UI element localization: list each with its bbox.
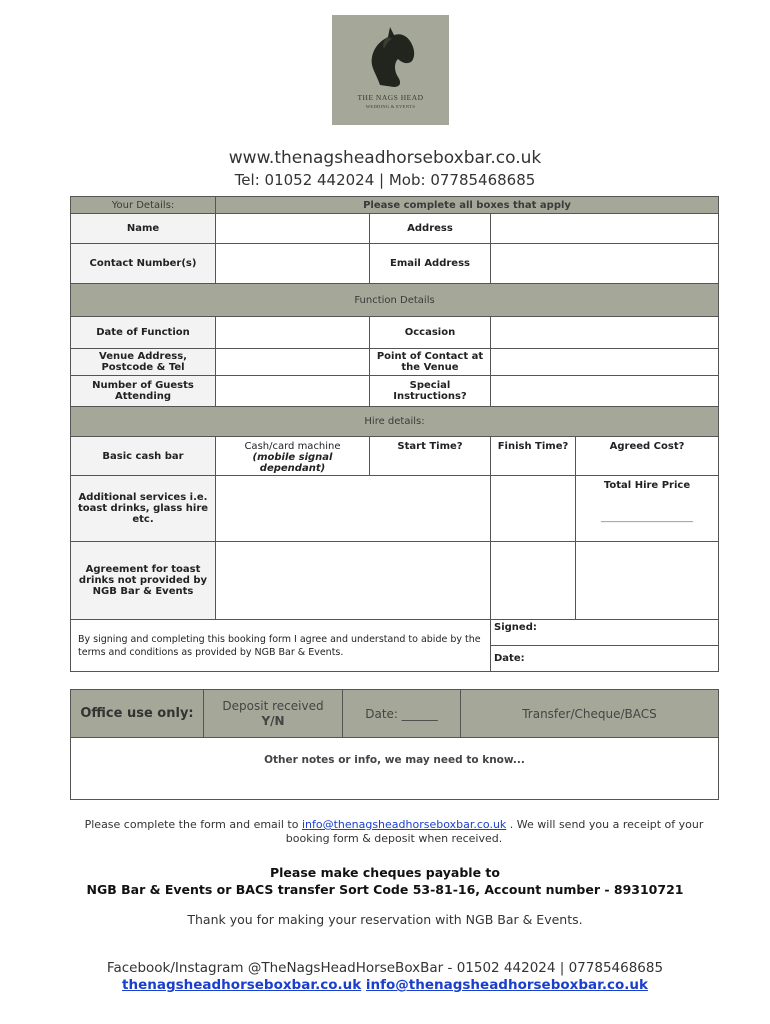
total-hire-price-label: Total Hire Price [603,480,691,491]
special-instructions-label: Special Instructions? [370,376,491,407]
other-notes-field[interactable]: Other notes or info, we may need to know... [71,738,719,800]
cheques-info [0,864,770,898]
agreement-cost-field[interactable] [576,542,719,620]
submit-instructions-pre: Please complete the form and email to [84,818,299,831]
logo-title: THE NAGS HEAD [357,93,424,102]
phone-text: Tel: 01052 442024 | Mob: 07785468685 [234,171,536,189]
email-link[interactable]: info@thenagsheadhorseboxbar.co.uk [301,818,507,831]
date-field[interactable]: Date: [491,646,719,672]
deposit-received-label: Deposit received [222,698,324,713]
basic-cash-bar-label: Basic cash bar [71,437,216,476]
function-details-header: Function Details [71,284,719,317]
please-complete-note: Please complete all boxes that apply [216,197,719,214]
office-use-table [70,689,719,800]
venue-address-label: Venue Address, Postcode & Tel [71,349,216,376]
logo-subtitle: WEDDING & EVENTS [365,104,416,109]
guests-label: Number of Guests Attending [71,376,216,407]
deposit-yn: Y/N [261,713,285,728]
start-time-label[interactable]: Start Time? [370,437,491,476]
finish-time-label[interactable]: Finish Time? [491,437,576,476]
guests-field[interactable] [216,376,370,407]
website-link[interactable]: thenagsheadhorseboxbar.co.uk [122,977,362,993]
agreement-label: Agreement for toast drinks not provided by NGB Bar & Events [71,542,216,620]
footer-links [0,977,770,993]
logo [332,15,449,125]
additional-services-field[interactable] [216,476,491,542]
cheques-line-2: NGB Bar & Events or BACS transfer Sort Code 53-81-16, Account number - 89310721 [86,882,684,897]
agreement-extra-field[interactable] [491,542,576,620]
email-field[interactable] [491,244,719,284]
deposit-received-cell[interactable] [204,690,343,738]
additional-services-label: Additional services i.e. toast drinks, glass hire etc. [71,476,216,542]
submit-instructions-post: . We will send you a receipt of your booking form & deposit when received. [285,818,704,845]
additional-services-extra-field[interactable] [491,476,576,542]
name-label: Name [71,214,216,244]
special-instructions-field[interactable] [491,376,719,407]
website-text: www.thenagsheadhorseboxbar.co.uk [228,148,542,168]
venue-address-field[interactable] [216,349,370,376]
office-use-label: Office use only: [71,690,204,738]
terms-text: By signing and completing this booking form I agree and understand to abide by the terms and conditions as provided by NGB Bar & Events. [71,620,491,672]
your-details-header: Your Details: [71,197,216,214]
social-contact-text: Facebook/Instagram @TheNagsHeadHorseBoxBar - 01502 442024 | 07785468685 [106,960,664,976]
horse-head-icon [332,15,449,95]
address-label: Address [370,214,491,244]
email-label: Email Address [370,244,491,284]
total-hire-price-cell[interactable] [576,476,719,542]
footer-email-link[interactable]: info@thenagsheadhorseboxbar.co.uk [365,977,648,993]
transfer-method-field[interactable]: Transfer/Cheque/BACS [461,690,719,738]
agreed-cost-label[interactable]: Agreed Cost? [576,437,719,476]
contact-number-label: Contact Number(s) [71,244,216,284]
date-of-function-label: Date of Function [71,317,216,349]
booking-form [70,196,719,672]
agreement-field[interactable] [216,542,491,620]
occasion-field[interactable] [491,317,719,349]
cash-card-label: Cash/card machine [244,441,341,452]
date-of-function-field[interactable] [216,317,370,349]
office-date-field[interactable]: Date: ______ [343,690,461,738]
contact-number-field[interactable] [216,244,370,284]
point-of-contact-field[interactable] [491,349,719,376]
mobile-signal-note: (mobile signal dependant) [252,452,333,474]
cheques-line-1: Please make cheques payable to [269,865,500,880]
address-field[interactable] [491,214,719,244]
occasion-label: Occasion [370,317,491,349]
point-of-contact-label: Point of Contact at the Venue [370,349,491,376]
name-field[interactable] [216,214,370,244]
hire-details-header: Hire details: [71,407,719,437]
cash-card-machine-cell [216,437,370,476]
thank-you-text: Thank you for making your reservation with NGB Bar & Events. [187,912,583,927]
submit-instructions [70,818,718,846]
total-hire-price-line: _______________________ [601,513,694,522]
signed-field[interactable]: Signed: [491,620,719,646]
